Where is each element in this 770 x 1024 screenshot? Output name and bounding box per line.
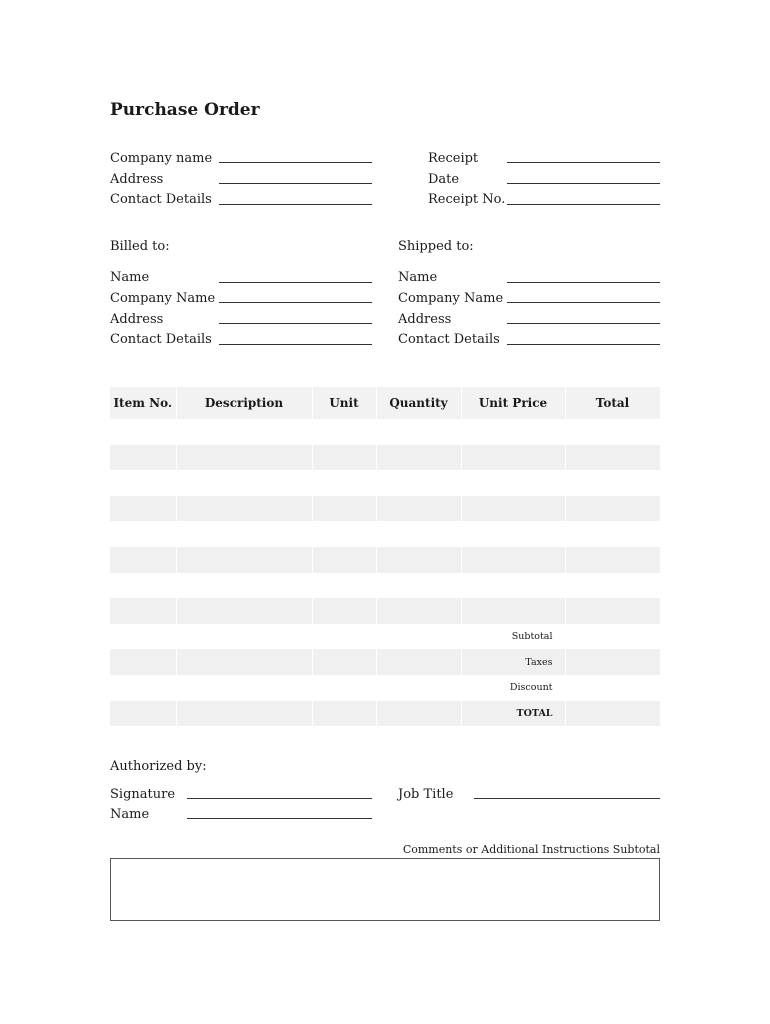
address-line[interactable] bbox=[219, 183, 372, 184]
total-value[interactable] bbox=[565, 701, 660, 727]
authorized-by-heading: Authorized by: bbox=[110, 759, 207, 774]
taxes-value[interactable] bbox=[565, 649, 660, 675]
company-name-label: Company name bbox=[110, 151, 213, 166]
discount-row bbox=[110, 675, 660, 701]
col-description: Description bbox=[176, 387, 312, 419]
taxes-label: Taxes bbox=[461, 649, 565, 675]
subtotal-label: Subtotal bbox=[461, 624, 565, 650]
table-row[interactable] bbox=[110, 547, 660, 573]
page-title: Purchase Order bbox=[110, 100, 260, 120]
date-label: Date bbox=[428, 172, 460, 187]
total-row bbox=[110, 701, 660, 727]
billed-address-label: Address bbox=[110, 312, 164, 327]
table-row[interactable] bbox=[110, 445, 660, 471]
receipt-no-line[interactable] bbox=[507, 204, 660, 205]
col-unit: Unit bbox=[312, 387, 376, 419]
subtotal-row bbox=[110, 624, 660, 650]
table-row[interactable] bbox=[110, 573, 660, 599]
col-unit-price: Unit Price bbox=[461, 387, 565, 419]
billed-name-label: Name bbox=[110, 270, 150, 285]
table-row[interactable] bbox=[110, 496, 660, 522]
shipped-to-heading: Shipped to: bbox=[398, 239, 474, 254]
auth-name-line[interactable] bbox=[187, 818, 372, 819]
company-name-line[interactable] bbox=[219, 162, 372, 163]
items-table bbox=[110, 387, 661, 726]
billed-contact-line[interactable] bbox=[219, 344, 372, 345]
subtotal-value[interactable] bbox=[565, 624, 660, 650]
signature-line[interactable] bbox=[187, 798, 372, 799]
billed-name-line[interactable] bbox=[219, 282, 372, 283]
shipped-contact-label: Contact Details bbox=[398, 332, 500, 347]
billed-to-heading: Billed to: bbox=[110, 239, 170, 254]
discount-label: Discount bbox=[461, 675, 565, 701]
table-row[interactable] bbox=[110, 521, 660, 547]
col-total: Total bbox=[565, 387, 660, 419]
shipped-contact-line[interactable] bbox=[507, 344, 660, 345]
contact-details-label: Contact Details bbox=[110, 192, 212, 207]
billed-company-line[interactable] bbox=[219, 302, 372, 303]
contact-details-line[interactable] bbox=[219, 204, 372, 205]
receipt-no-label: Receipt No. bbox=[428, 192, 506, 207]
signature-label: Signature bbox=[110, 787, 176, 802]
comments-label: Comments or Additional Instructions Subtotal bbox=[402, 843, 660, 856]
table-header-row bbox=[110, 387, 660, 419]
shipped-name-label: Name bbox=[398, 270, 438, 285]
receipt-line[interactable] bbox=[507, 162, 660, 163]
col-quantity: Quantity bbox=[376, 387, 461, 419]
total-label: TOTAL bbox=[461, 701, 565, 727]
date-line[interactable] bbox=[507, 183, 660, 184]
shipped-address-line[interactable] bbox=[507, 323, 660, 324]
table-row[interactable] bbox=[110, 470, 660, 496]
billed-address-line[interactable] bbox=[219, 323, 372, 324]
address-label: Address bbox=[110, 172, 164, 187]
billed-company-label: Company Name bbox=[110, 291, 216, 306]
col-item-no: Item No. bbox=[110, 387, 176, 419]
comments-textarea[interactable] bbox=[110, 858, 660, 921]
auth-name-label: Name bbox=[110, 807, 150, 822]
receipt-label: Receipt bbox=[428, 151, 479, 166]
job-title-label: Job Title bbox=[398, 787, 454, 802]
discount-value[interactable] bbox=[565, 675, 660, 701]
taxes-row bbox=[110, 649, 660, 675]
shipped-address-label: Address bbox=[398, 312, 452, 327]
shipped-company-label: Company Name bbox=[398, 291, 504, 306]
billed-contact-label: Contact Details bbox=[110, 332, 212, 347]
job-title-line[interactable] bbox=[474, 798, 660, 799]
shipped-name-line[interactable] bbox=[507, 282, 660, 283]
shipped-company-line[interactable] bbox=[507, 302, 660, 303]
table-row[interactable] bbox=[110, 598, 660, 624]
table-row[interactable] bbox=[110, 419, 660, 445]
